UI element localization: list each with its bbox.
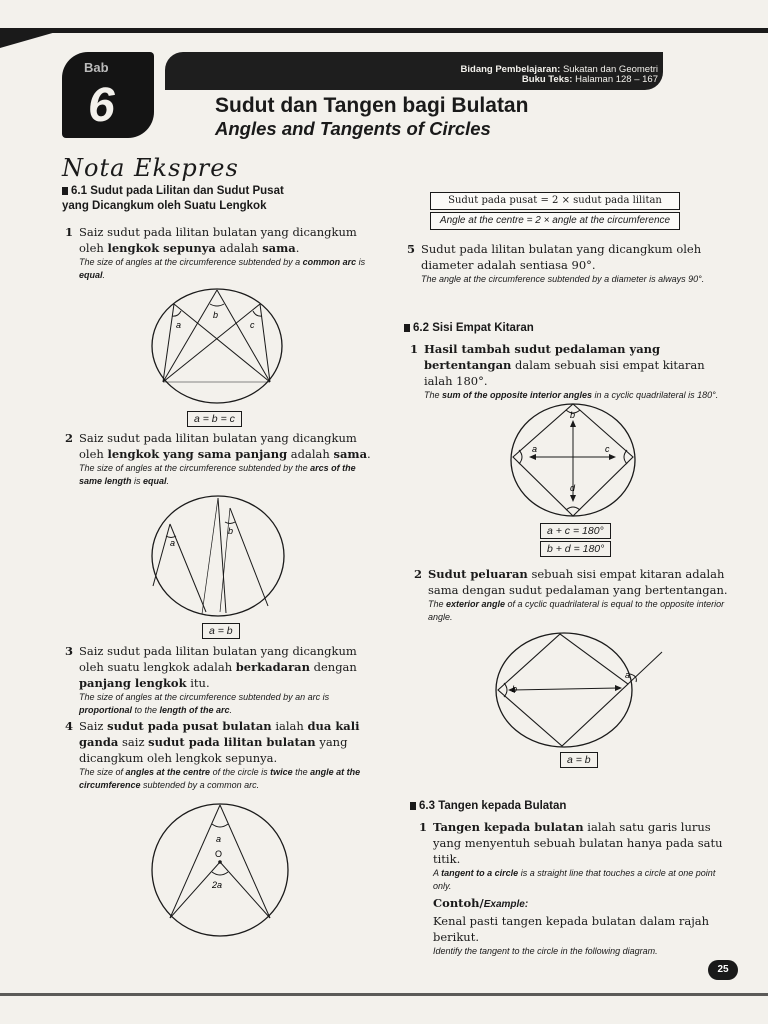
text: The size of (79, 767, 126, 777)
section-heading-6-1 (62, 184, 284, 214)
text-bold: equal (143, 476, 167, 486)
result-cyclic-1b: b + d = 180° (540, 541, 611, 557)
formula-malay: Sudut pada pusat = 2 × sudut pada lilitan (430, 192, 680, 210)
text: Example: (483, 899, 529, 910)
text-bold: dua kali ganda (79, 719, 360, 749)
text: The size of angles at the circumference subtended by an arc is (79, 692, 330, 702)
text: sebuah sisi empat kitaran adalah sama dengan sudut pedalaman yang bertentangan. (428, 567, 728, 597)
item-number: 2 (65, 431, 74, 445)
formula-english: Angle at the centre = 2 × angle at the circumference (430, 212, 680, 230)
label-b: b (213, 310, 219, 320)
textbook-value: Halaman 128 – 167 (575, 74, 658, 85)
text: The (428, 599, 447, 609)
section-number: 6.3 (419, 800, 435, 812)
text: is (356, 257, 366, 267)
label-c: c (250, 320, 255, 330)
result-cyclic-1a: a + c = 180° (540, 523, 611, 539)
text-bold: length of the arc (159, 705, 230, 715)
text-bold: lengkok sepunya (107, 241, 216, 255)
text-bold: sum of the opposite interior angles (442, 390, 593, 400)
text: Sudut pada lilitan bulatan yang dicangkum oleh diameter adalah sentiasa 90°. (421, 242, 702, 272)
example-heading (433, 895, 733, 913)
chapter-number: 6 (88, 79, 115, 132)
text: itu. (186, 676, 210, 690)
section-title: Sisi Empat Kitaran (432, 322, 534, 334)
text: subtended by a common arc. (140, 780, 260, 790)
text: . (367, 447, 371, 461)
item-5 (407, 241, 711, 286)
brand-logo: Nota Ekspres (62, 154, 239, 182)
text: dalam sebuah sisi empat kitaran ialah 180°. (424, 358, 705, 388)
label-b: b (512, 684, 518, 694)
label-c: c (605, 444, 610, 454)
text-bold: sudut pada lilitan bulatan (148, 735, 316, 749)
text-bold: proportional (79, 705, 132, 715)
result-item-2: a = b (202, 623, 240, 639)
text: The size of angles at the circumference subtended by a (79, 257, 303, 267)
text-bold: twice (270, 767, 293, 777)
text: is a straight line that touches a circle at one point only. (433, 868, 716, 891)
cyclic-item-1-english (424, 389, 724, 402)
label-centre-o: O (215, 849, 223, 859)
text-bold: lengkok yang sama panjang (107, 447, 288, 461)
field-value: Sukatan dan Geometri (562, 64, 658, 75)
text-bold: panjang lengkok (79, 676, 187, 690)
page-title: Sudut dan Tangen bagi Bulatan (215, 94, 529, 117)
item-4 (65, 718, 379, 792)
text-bold: common arc (302, 257, 357, 267)
section-title-line2: yang Dicangkum oleh Suatu Lengkok (62, 200, 267, 212)
text: The (424, 390, 443, 400)
text: adalah (287, 447, 334, 461)
text-bold: equal (79, 270, 103, 280)
text: dengan (309, 660, 357, 674)
chapter-label: Bab (84, 60, 109, 75)
text: saiz (118, 735, 149, 749)
label-a: a (216, 834, 222, 844)
text-bold: Hasil tambah sudut pedalaman yang bertentangan (424, 342, 661, 372)
label-a: a (625, 670, 631, 680)
item-3-english (79, 691, 379, 717)
cyclic-item-2 (414, 566, 728, 624)
result-cyclic-2: a = b (560, 752, 598, 768)
text-bold: sama (333, 447, 368, 461)
top-rule (0, 28, 768, 33)
item-number: 5 (407, 242, 416, 256)
item-number: 2 (414, 567, 423, 581)
text: yang dicangkum oleh lengkok sepunya. (79, 735, 348, 765)
section-heading-6-2 (404, 322, 534, 334)
text-bold: angles at the centre (125, 767, 211, 777)
diagram-exterior-angle (490, 630, 670, 752)
item-4-english (79, 766, 379, 792)
item-5-english: The angle at the circumference subtended by a diameter is always 90°. (421, 274, 705, 284)
text: Saiz (79, 719, 108, 733)
diagram-centre-angle (150, 800, 290, 940)
field-label: Bidang Pembelajaran: (460, 64, 561, 75)
label-a: a (176, 320, 182, 330)
cyclic-item-2-english (428, 598, 728, 624)
text-bold: berkadaran (235, 660, 310, 674)
section-heading-6-3 (410, 800, 566, 812)
text: Saiz sudut pada lilitan bulatan yang dicangkum oleh (79, 225, 357, 255)
cyclic-item-1 (410, 341, 724, 402)
text: is (131, 476, 144, 486)
item-number: 4 (65, 719, 74, 733)
section-marker (404, 324, 410, 332)
result-item-1: a = b = c (187, 411, 242, 427)
text-bold: sudut pada pusat bulatan (107, 719, 272, 733)
text: . (166, 476, 170, 486)
tangent-item-1-english (433, 867, 733, 893)
item-number: 1 (65, 225, 74, 239)
text: . (295, 241, 300, 255)
text-bold: tangent to a circle (441, 868, 519, 878)
item-3 (65, 643, 379, 717)
text-bold: Tangen kepada bulatan (433, 820, 584, 834)
tangent-item-1 (419, 819, 733, 958)
example-text-english: Identify the tangent to the circle in the following diagram. (433, 946, 658, 956)
label-a: a (170, 538, 176, 548)
section-title: Tangen kepada Bulatan (438, 800, 567, 812)
item-number: 1 (419, 820, 428, 834)
page-title-english: Angles and Tangents of Circles (215, 118, 491, 139)
text: of a cyclic quadrilateral is equal to the opposite interior angle. (428, 599, 725, 622)
text: of the circle is (210, 767, 271, 777)
diagram-common-arc (150, 286, 290, 406)
text-bold: sama (262, 241, 296, 255)
item-1-english (79, 256, 379, 282)
text: Contoh/ (433, 896, 484, 910)
item-number: 1 (410, 342, 419, 356)
section-number: 6.2 (413, 322, 429, 334)
text: in a cyclic quadrilateral is 180°. (592, 390, 719, 400)
top-corner-decoration (0, 28, 70, 48)
section-marker (62, 187, 68, 195)
section-marker (410, 802, 416, 810)
label-d: d (570, 483, 576, 493)
textbook-label: Buku Teks: (521, 74, 573, 85)
text: Saiz sudut pada lilitan bulatan yang dicangkum oleh suatu lengkok adalah (79, 644, 357, 674)
text-bold: Sudut peluaran (428, 567, 528, 581)
textbook-line (522, 74, 658, 85)
bottom-rule (0, 993, 768, 996)
label-b: b (570, 410, 576, 420)
text: ialah satu garis lurus yang menyentuh sebuah bulatan hanya pada satu titik. (433, 820, 723, 866)
text-bold: arcs of the same length (79, 463, 356, 486)
text: A (433, 868, 442, 878)
text: . (229, 705, 233, 715)
diagram-cyclic-quadrilateral (508, 402, 638, 522)
text-bold: exterior angle (446, 599, 506, 609)
item-2 (65, 430, 379, 488)
text: The size of angles at the circumference subtended by the (79, 463, 311, 473)
diagram-equal-arcs (150, 494, 290, 620)
text: the (292, 767, 311, 777)
label-2a: 2a (212, 880, 223, 890)
section-title-line1: Sudut pada Lilitan dan Sudut Pusat (90, 185, 284, 197)
section-number: 6.1 (71, 185, 87, 197)
text: . (102, 270, 106, 280)
label-b: b (228, 526, 234, 536)
example-text: Kenal pasti tangen kepada bulatan dalam rajah berikut. (433, 914, 710, 944)
text: Saiz sudut pada lilitan bulatan yang dicangkum oleh (79, 431, 357, 461)
text-bold: angle at the circumference (79, 767, 361, 790)
label-a: a (532, 444, 538, 454)
item-number: 3 (65, 644, 74, 658)
text: to the (132, 705, 160, 715)
item-2-english (79, 462, 379, 488)
item-1 (65, 224, 379, 282)
text: ialah (271, 719, 308, 733)
page-number: 25 (708, 960, 738, 980)
text: adalah (215, 241, 263, 255)
